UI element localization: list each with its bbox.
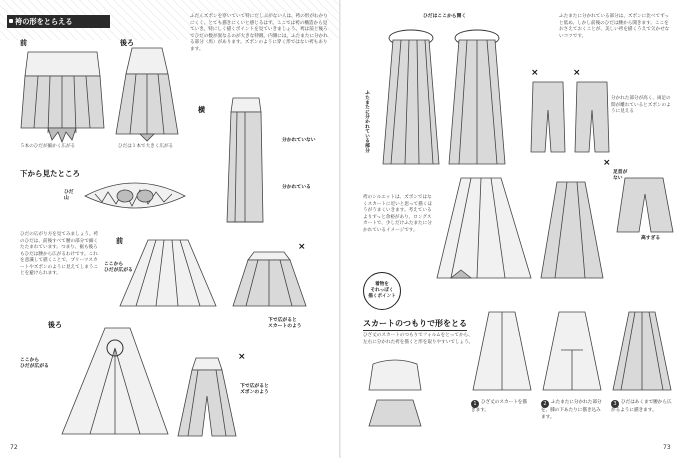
wrong-trousers-note: 分かれた部分が高く、両足の間が離れているとズボンのように見える [611, 96, 671, 114]
step-3-number: 3 [611, 400, 619, 408]
wrong-note-1: 下で広がると スカートのよう [268, 318, 302, 329]
wrong-mark-3: × [531, 68, 539, 78]
step-3-text: ひだはあくまで腰から広がるように描きます。 [611, 400, 672, 413]
silhouette-paragraph: 袴のシルエットは、ズボンではなくスカートに近いと思って描くほうがうまくいきます。考えているよりずっと余裕があり、ロングスカートで、少しだけふたまたに分かれているイメージです。 [363, 195, 432, 233]
intro-paragraph: ふだんズボンを穿いていて特にだしぶがない人は、袴の形がわかりにくく、とても描きにくいと感じるはず。ここでは袴の構造から見ていき、特にしく描くポイントを見ていきましょう。袴は前と後ろでひだの数が異なるのが大きな特徴。内側には、ふたまたに分かれる部分（馬）があります。ズボンのように穿く形ではない袴もあります。 [190, 14, 328, 52]
front2-label: 前 [116, 237, 123, 245]
pleat-open-note: ひだはここから開く [423, 14, 467, 19]
back-hakama-illustration [112, 48, 182, 143]
wrong-mark-5: × [603, 158, 611, 168]
wrong-mark-1: × [298, 242, 306, 252]
right-page [341, 0, 680, 458]
back2-label: 後ろ [48, 321, 62, 329]
wrong-skirt-illustration [232, 250, 307, 310]
right-page-number: 73 [663, 444, 671, 451]
silhouette-hakama-illustration [431, 174, 541, 284]
front-caption: ５本のひだが細かく広がる [20, 144, 76, 149]
walking-hakama-illustration [537, 178, 607, 283]
front-back-hakama-illustration [379, 24, 509, 174]
tips-badge-text: 着物を それっぽく 描くポイント [368, 282, 396, 299]
back-caption: ひだは１本で大きく広がる [118, 144, 174, 149]
side-label: 横 [198, 106, 205, 114]
split-note: 分かれている [282, 185, 311, 190]
split-paragraph: ふたまたに分かれている部分は、ズボンに比べてずっと低め。しかし前後のひだは腰から開きます。ここをおさえておくことが、美しい袴を描くうえで欠かせないコツです。 [559, 14, 670, 39]
step-2-number: 2 [541, 400, 549, 408]
step-3 [611, 400, 673, 415]
front2-note: ここから ひだが広がる [104, 262, 133, 273]
front-label: 前 [20, 39, 27, 47]
ankle-note: 足首が ない [613, 170, 628, 181]
tips-badge [363, 272, 401, 310]
not-split-note: 分かれていない [282, 138, 316, 143]
skirt-section-paragraph: ひざ丈のスカートのつもりでフォルムをとってから、左右に分かれた袴を描くと形を取りやすいでしょう。 [363, 333, 474, 345]
step-1 [471, 400, 531, 415]
front-hakama-illustration [20, 48, 105, 143]
wrong-note-2: 下で広がると ズボンのよう [240, 384, 269, 395]
left-page-number: 72 [10, 444, 18, 451]
step2-illustration [541, 310, 603, 395]
side-hakama-illustration [215, 92, 275, 232]
section-banner: 袴の形をとらえる [7, 15, 110, 28]
step-2-text: ふたまたに分かれた部分を、膝の下あたりに描き込みます。 [541, 400, 602, 420]
from-below-illustration [80, 176, 190, 216]
from-below-title: 下から見たところ [20, 169, 80, 178]
wrong-mark-2: × [238, 352, 246, 362]
spread-paragraph: ひだの広がり方を見てみましょう。袴のひだは、前後すべて腰の部分で細くたたまれています。つまり、裾も後ろもひだは腰から広がるわけです。これを意識して描くことで、プリーツスカートやズボンのように見えてしまうことを避けられます。 [20, 232, 99, 276]
step-1-number: 1 [471, 400, 479, 408]
step3-illustration [611, 310, 673, 395]
wrong-trousers-illustration [527, 80, 617, 155]
wrong-high-split-illustration [615, 176, 675, 236]
wrong-mark-4: × [573, 68, 581, 78]
front-pleat-spread-illustration [118, 238, 218, 308]
skirt-section-title: スカートのつもりで形をとる [363, 318, 467, 331]
back2-note: ここから ひだが広がる [20, 358, 49, 369]
step-2 [541, 400, 603, 421]
step-1-text: ひざ丈のスカートを描きます。 [471, 400, 527, 413]
left-page [0, 0, 339, 458]
split-part-vertical-note: ふたまたに分かれている部分 [364, 90, 369, 153]
sitting-hakama-illustration [365, 360, 425, 430]
from-below-note: ひだ 山 [64, 190, 74, 201]
too-high-note: 高すぎる [641, 236, 661, 241]
back-label: 後ろ [120, 39, 134, 47]
wrong-pants-illustration [176, 356, 238, 438]
step1-illustration [471, 310, 533, 395]
back-pleat-spread-illustration [60, 326, 170, 436]
